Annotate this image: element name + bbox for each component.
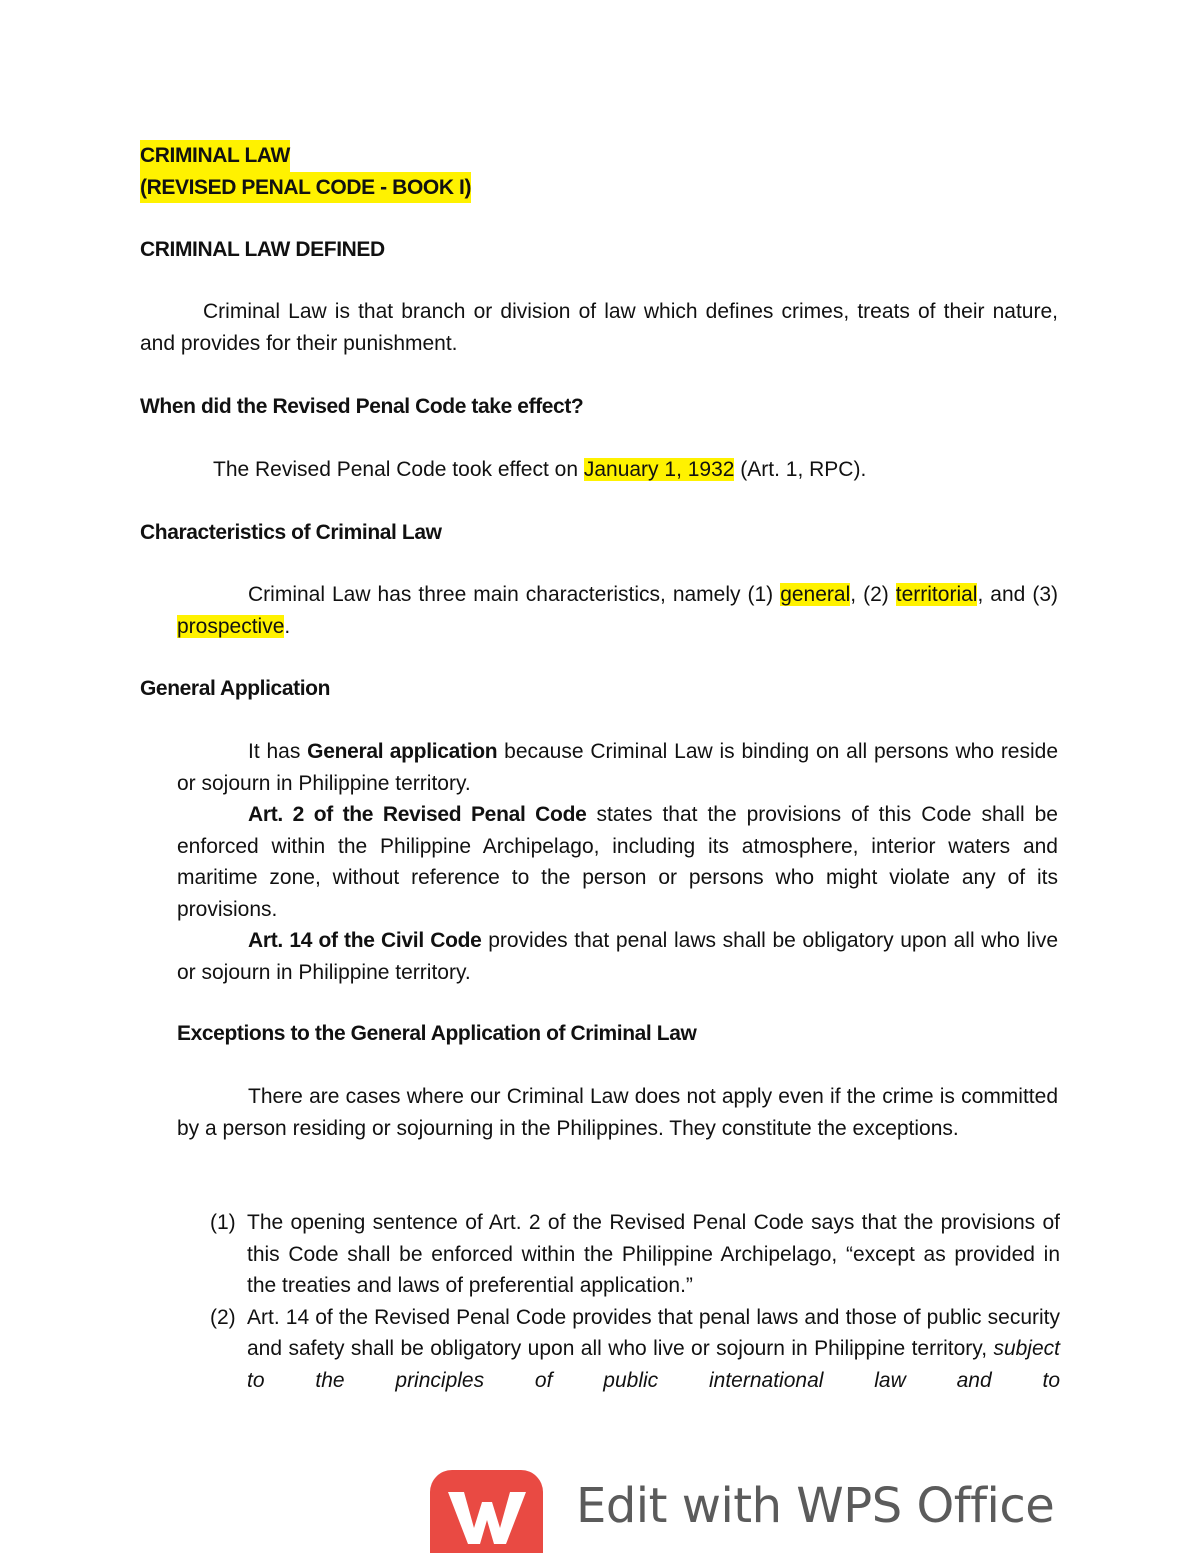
effect-text-before: The Revised Penal Code took effect on	[213, 458, 584, 481]
exceptions-list	[210, 1207, 1060, 1396]
char-prospective: prospective	[177, 614, 285, 638]
list-item-plain: Art. 14 of the Revised Penal Code provides that penal laws and those of public security and safety shall be obligatory upon all who live or sojourn in Philippine territory,	[247, 1305, 1060, 1360]
definition-paragraph: Criminal Law is that branch or division of law which defines crimes, treats of their nature, and provides for their punishment.	[140, 300, 1058, 355]
heading-criminal-law-defined: CRIMINAL LAW DEFINED	[140, 238, 385, 261]
char-text-3: , and (3)	[977, 583, 1058, 606]
list-item-text	[247, 1302, 1060, 1397]
char-text-4: .	[284, 614, 291, 638]
general-p3-bold: Art. 14 of the Civil Code	[248, 929, 482, 952]
general-p1-post: because Criminal Law is binding on all persons who reside or sojourn in Philippine territory.	[177, 740, 1059, 795]
general-p1-bold: General application	[307, 740, 498, 763]
list-item-italic: subject to the principles of public international law and to	[247, 1337, 1060, 1392]
char-text-2: , (2)	[850, 583, 896, 606]
wps-watermark[interactable]	[430, 1470, 1070, 1553]
heading-exceptions: Exceptions to the General Application of Criminal Law	[177, 1022, 697, 1045]
general-p3-post: provides that penal laws shall be obligatory upon all who live or sojourn in Philippine territory.	[177, 929, 1059, 984]
title-line-1: CRIMINAL LAW	[140, 140, 290, 172]
char-text-1: Criminal Law has three main characteristics, namely (1)	[248, 583, 781, 606]
effect-paragraph	[213, 454, 866, 486]
heading-rpc-effect: When did the Revised Penal Code take effect?	[140, 395, 584, 418]
list-item-text: The opening sentence of Art. 2 of the Revised Penal Code says that the provisions of this Code shall be enforced within the Philippine Archipelago, “except as provided in the treaties and laws of preferential application.”	[247, 1211, 1060, 1297]
characteristics-paragraph	[177, 579, 1058, 642]
effect-date: January 1, 1932	[583, 458, 735, 481]
char-territorial: territorial	[895, 583, 978, 606]
list-item-number: (1)	[210, 1211, 236, 1234]
list-item-number: (2)	[210, 1305, 236, 1329]
general-paragraph-1	[177, 736, 1058, 799]
heading-characteristics: Characteristics of Criminal Law	[140, 521, 442, 544]
effect-text-after: (Art. 1, RPC).	[734, 458, 867, 481]
exceptions-intro: There are cases where our Criminal Law does not apply even if the crime is committed by a person residing or sojourning in the Philippines. They constitute the exceptions.	[177, 1085, 1058, 1140]
general-p2-post: states that the provisions of this Code shall be enforced within the Philippine Archipelago, including its atmosphere, interior waters and maritime zone, without reference to the person or persons who might violate any of its provisions.	[177, 803, 1058, 921]
list-item	[210, 1302, 1060, 1397]
heading-general-application: General Application	[140, 677, 330, 700]
title-line-2: (REVISED PENAL CODE - BOOK I)	[140, 172, 471, 204]
general-p1-pre: It has	[248, 740, 308, 763]
document-title	[140, 140, 471, 203]
wps-logo-icon	[442, 1484, 532, 1548]
wps-watermark-text: Edit with WPS Office	[576, 1478, 1055, 1534]
wps-logo	[430, 1470, 543, 1553]
general-paragraph-2	[177, 799, 1058, 925]
general-paragraph-3	[177, 925, 1058, 988]
general-p2-bold: Art. 2 of the Revised Penal Code	[248, 803, 587, 826]
char-general: general	[780, 583, 851, 606]
list-item	[210, 1207, 1060, 1302]
